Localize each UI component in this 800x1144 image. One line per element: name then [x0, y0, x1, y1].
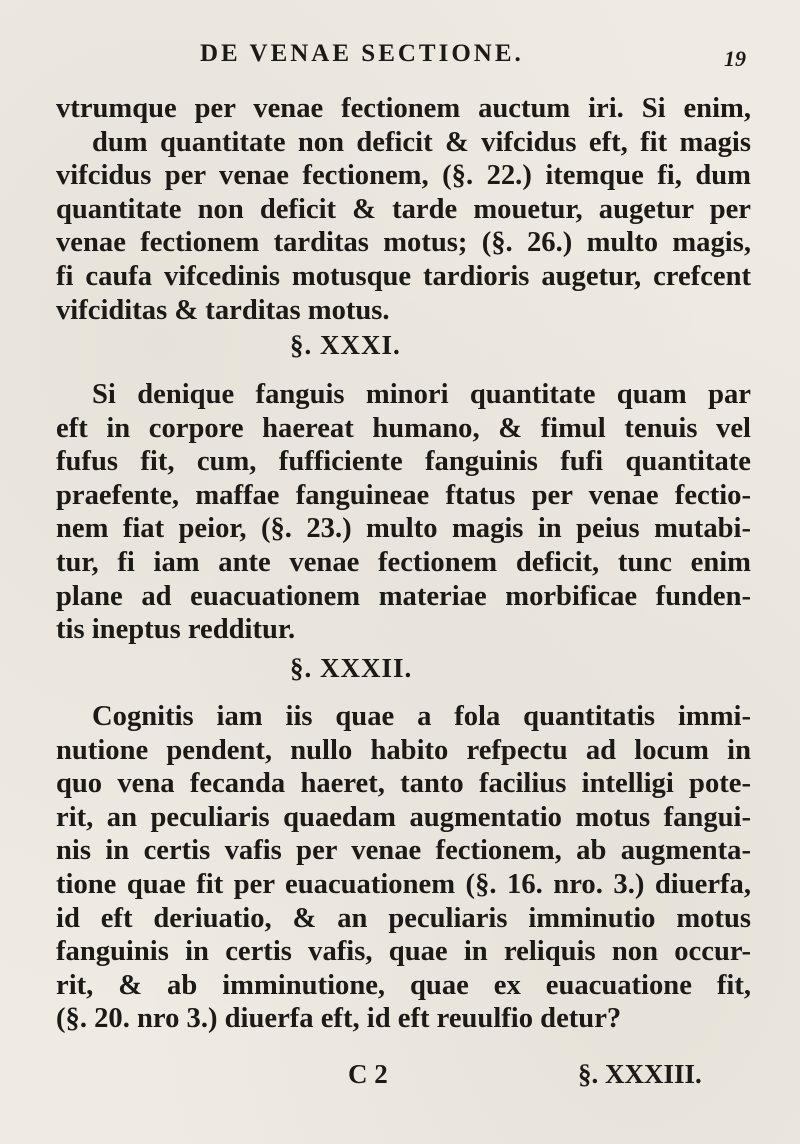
text-line: rit, & ab imminutione, quae ex euacuatione fit,	[56, 969, 751, 1001]
text-line: dum quantitate non deficit & vifcidus eft, fit magis	[92, 126, 751, 158]
text-line: venae fectionem tarditas motus; (§. 26.) multo magis,	[56, 227, 751, 259]
section-heading-xxxii: §. XXXII.	[290, 653, 413, 683]
text-line: fanguinis in certis vafis, quae in reliquis non occur-	[56, 936, 751, 968]
page-number: 19	[724, 46, 746, 71]
text-line: fufus fit, cum, fufficiente fanguinis fufi quantitate	[56, 446, 751, 478]
text-line: Si denique fanguis minori quantitate quam par	[92, 379, 751, 410]
text-line: tis ineptus redditur.	[56, 614, 296, 646]
text-line: fi caufa vifcedinis motusque tardioris augetur, crefcent	[56, 260, 751, 292]
text-line: quo vena fecanda haeret, tanto facilius intelligi pote-	[56, 768, 751, 800]
text-line: plane ad euacuationem materiae morbificae funden-	[56, 580, 751, 612]
text-line: tur, fi iam ante venae fectionem deficit, tunc enim	[56, 546, 751, 578]
text-line: vifcidus per venae fectionem, (§. 22.) itemque fi, dum	[56, 160, 751, 192]
text-line: nis in certis vafis per venae fectionem, ab augmenta-	[56, 835, 751, 867]
signature-mark: C 2	[348, 1059, 388, 1089]
text-line: nem fiat peior, (§. 23.) multo magis in peius mutabi-	[56, 513, 751, 545]
text-line: vtrumque per venae fectionem auctum iri. Si enim,	[56, 93, 751, 124]
paragraph-xxxii	[56, 700, 751, 1036]
text-line: vifciditas & tarditas motus.	[56, 294, 390, 326]
text-line: rit, an peculiaris quaedam augmentatio motus fangui-	[56, 801, 751, 833]
running-head: DE VENAE SECTIONE.	[200, 40, 524, 67]
text-line: quantitate non deficit & tarde mouetur, augetur per	[56, 193, 751, 225]
text-line: eft in corpore haereat humano, & fimul tenuis vel	[56, 412, 751, 444]
paragraph-1	[56, 92, 751, 327]
section-heading-xxxi: §. XXXI.	[290, 330, 401, 360]
text-line: nutione pendent, nullo habito refpectu ad locum in	[56, 734, 751, 766]
catchword: §. XXXIII.	[578, 1059, 702, 1089]
text-line: (§. 20. nro 3.) diuerfa eft, id eft reuulfio detur?	[56, 1003, 622, 1035]
text-line: Cognitis iam iis quae a fola quantitatis immi-	[92, 701, 751, 732]
text-line: tione quae fit per euacuationem (§. 16. nro. 3.) diuerfa,	[56, 868, 751, 900]
text-line: praefente, maffae fanguineae ftatus per venae fectio-	[56, 479, 751, 511]
paragraph-xxxi	[56, 378, 751, 647]
text-line: id eft deriuatio, & an peculiaris imminutio motus	[56, 902, 751, 934]
